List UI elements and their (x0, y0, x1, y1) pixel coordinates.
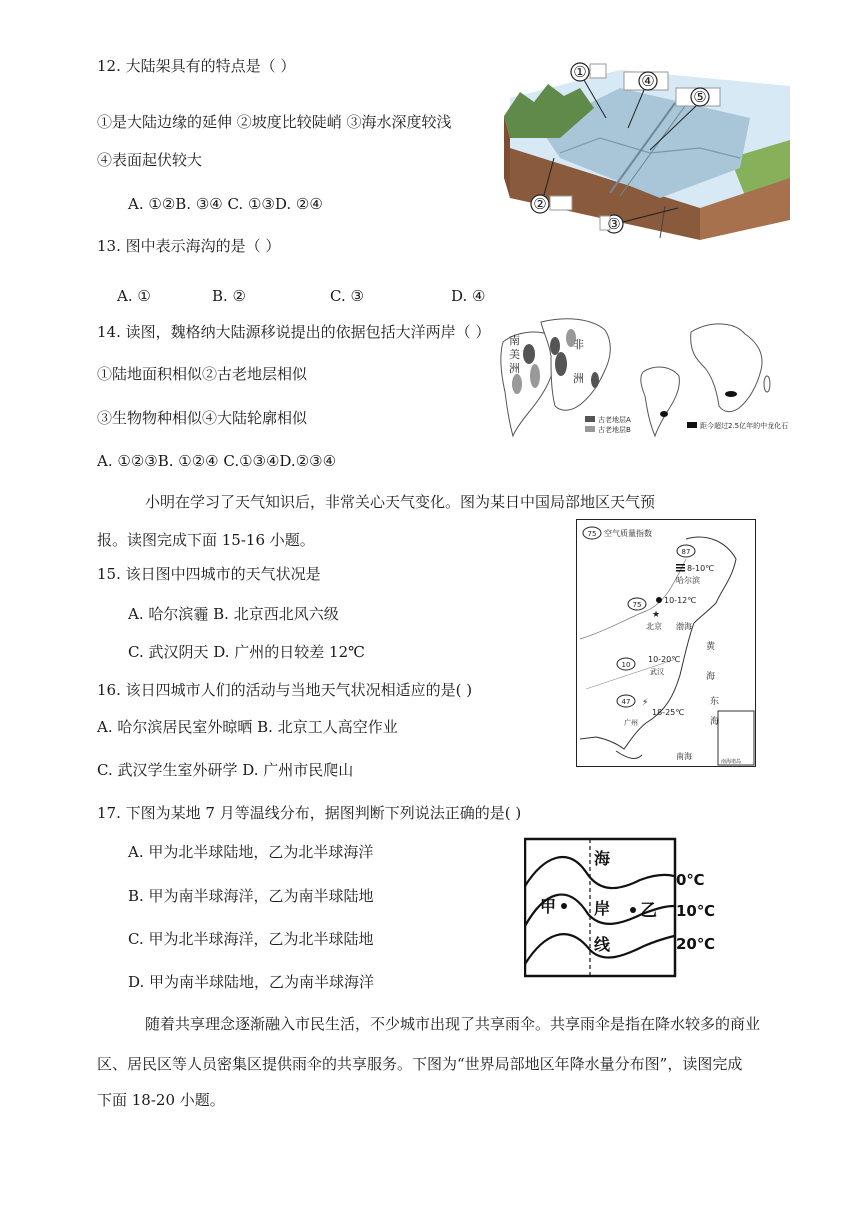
q16-stem: 16. 该日四城市人们的活动与当地天气状况相适应的是( ) (97, 681, 473, 699)
wuhan-temp: 10-20℃ (648, 655, 681, 664)
guangzhou-aqi: 47 (621, 698, 631, 706)
wuhan-aqi: 10 (621, 661, 631, 669)
marker-2: ② (533, 195, 547, 213)
sea-nanhai: 南海 (676, 752, 692, 761)
weather-forecast-map (576, 519, 756, 767)
q15-options-line2: C. 武汉阴天 D. 广州的日较差 12℃ (128, 643, 365, 661)
q15-options-line1: A. 哈尔滨霾 B. 北京西北风六级 (128, 605, 339, 623)
q16-options-line1: A. 哈尔滨居民室外晾晒 B. 北京工人高空作业 (97, 718, 398, 736)
marker-4: ④ (641, 72, 655, 90)
q13-option-c: C. ③ (330, 287, 364, 305)
legend-fossil: 距今超过2.5亿年的中龙化石 (700, 422, 789, 430)
beijing-temp: 10-12℃ (664, 596, 697, 605)
beijing-name: 北京 (646, 622, 662, 631)
harbin-temp: 8-10℃ (687, 564, 715, 573)
beijing-aqi: 75 (632, 601, 642, 609)
africa-label-char-2: 洲 (573, 372, 584, 385)
marker-1: ① (573, 63, 587, 81)
coast-char-3: 线 (594, 935, 611, 954)
legend-aqi-value: 75 (587, 530, 597, 538)
continental-drift-map (495, 312, 795, 438)
intro-18-20-line2: 区、居民区等人员密集区提供雨伞的共享服务。下图为“世界局部地区年降水量分布图”，读图完成 (97, 1055, 743, 1073)
legend-stratum-a: 古老地层A (598, 416, 631, 424)
beijing-star: ★ (652, 610, 661, 620)
q12-statements-line1: ①是大陆边缘的延伸 ②坡度比较陡峭 ③海水深度较浅 (97, 113, 452, 131)
q15-stem: 15. 该日图中四城市的天气状况是 (97, 565, 321, 583)
marker-3: ③ (607, 215, 621, 233)
guangzhou-name: 广州 (624, 719, 638, 727)
q12-stem: 12. 大陆架具有的特点是（ ） (97, 57, 296, 75)
q13-stem: 13. 图中表示海沟的是（ ） (97, 237, 281, 255)
intro-18-20-line1: 随着共享理念逐渐融入市民生活，不少城市出现了共享雨伞。共享雨伞是指在降水较多的商业 (145, 1015, 761, 1033)
q14-statements-line2: ③生物物种相似④大陆轮廓相似 (97, 409, 308, 427)
q14-statements-line1: ①陆地面积相似②古老地层相似 (97, 365, 308, 383)
sea-huang-2: 海 (706, 672, 716, 682)
legend-stratum-b: 古老地层B (598, 426, 631, 434)
q17-stem: 17. 下图为某地 7 月等温线分布，据图判断下列说法正确的是( ) (97, 804, 522, 822)
isotherm-figure (524, 836, 724, 980)
q14-stem: 14. 读图，魏格纳大陆源移说提出的依据包括大洋两岸（ ） (97, 323, 491, 341)
intro-18-20-line3: 下面 18-20 小题。 (97, 1091, 225, 1109)
q13-option-a: A. ① (117, 287, 151, 305)
isotherm-label-10: 10℃ (676, 902, 716, 920)
seafloor-block-diagram (500, 58, 790, 240)
isotherm-label-20: 20℃ (676, 935, 716, 953)
q12-options: A. ①②B. ③④ C. ①③D. ②④ (128, 195, 323, 213)
coast-char-1: 海 (594, 849, 611, 868)
intro-15-16-line2: 报。读图完成下面 15-16 小题。 (97, 531, 315, 549)
sea-bohai: 渤海 (676, 622, 692, 631)
q17-option-b: B. 甲为南半球海洋，乙为南半球陆地 (128, 887, 374, 905)
sa-label-char-1: 南 (509, 334, 520, 347)
wuhan-name: 武汉 (650, 668, 664, 676)
q17-option-a: A. 甲为北半球陆地，乙为北半球海洋 (128, 843, 374, 861)
point-yi: 乙 (640, 901, 657, 921)
q17-option-c: C. 甲为北半球海洋，乙为北半球陆地 (128, 930, 374, 948)
q16-options-line2: C. 武汉学生室外研学 D. 广州市民爬山 (97, 761, 354, 779)
sea-dong-2: 海 (710, 717, 720, 727)
guangzhou-temp: 18-25℃ (652, 708, 685, 717)
q14-options: A. ①②③B. ①②④ C.①③④D.②③④ (97, 452, 337, 470)
harbin-aqi: 87 (681, 548, 691, 556)
africa-label-char-1: 非 (573, 338, 584, 351)
sea-dong-1: 东 (710, 697, 720, 707)
marker-5: ⑤ (693, 88, 707, 106)
lightning-icon: ⚡ (642, 698, 649, 708)
inset-label: 南海诸岛 (721, 759, 742, 765)
sa-label-char-2: 美 (509, 348, 520, 361)
q13-option-b: B. ② (212, 287, 247, 305)
point-jia: 甲 (540, 897, 557, 916)
legend-aqi-title: 空气质量指数 (604, 529, 652, 538)
harbin-name: 哈尔滨 (676, 576, 700, 585)
isotherm-label-0: 0℃ (676, 871, 705, 889)
q13-option-d: D. ④ (451, 287, 486, 305)
sa-label-char-3: 洲 (509, 362, 520, 375)
sea-huang-1: 黄 (706, 642, 716, 652)
q17-option-d: D. 甲为南半球陆地，乙为南半球海洋 (128, 973, 375, 991)
q12-statements-line2: ④表面起伏较大 (97, 151, 203, 169)
coast-char-2: 岸 (594, 899, 611, 918)
intro-15-16-line1: 小明在学习了天气知识后，非常关心天气变化。图为某日中国局部地区天气预 (145, 493, 656, 511)
